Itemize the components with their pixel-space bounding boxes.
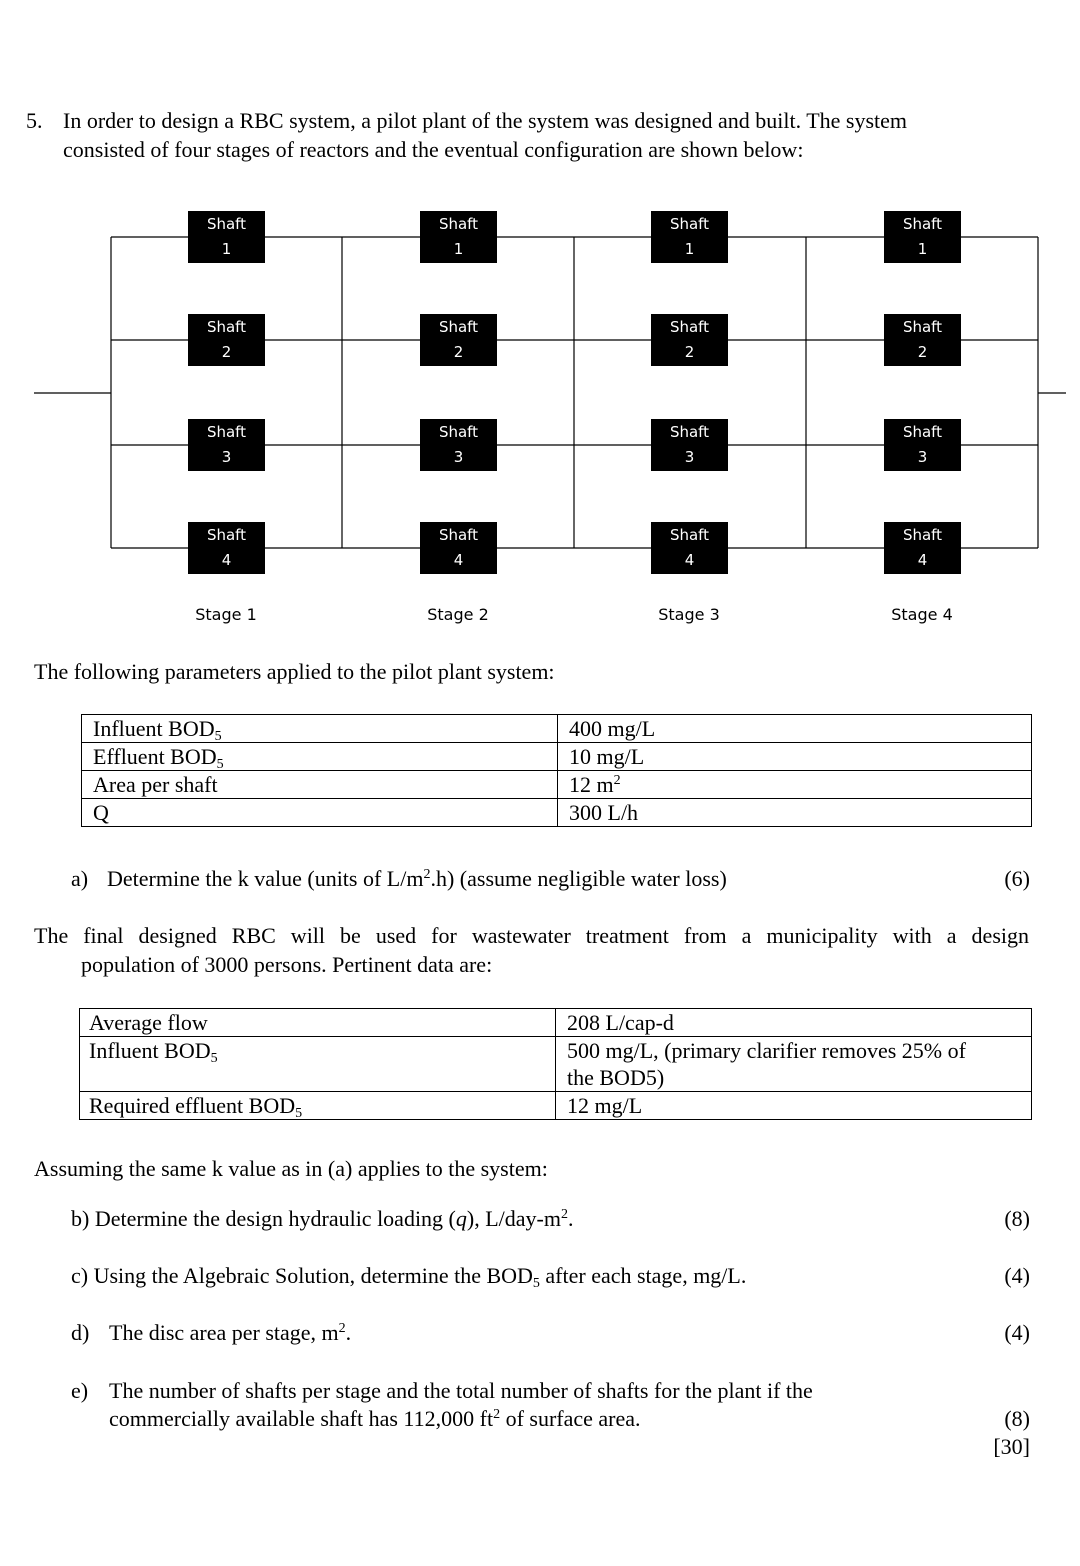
shaft-word: Shaft — [438, 423, 479, 441]
shaft-word: Shaft — [902, 215, 943, 233]
question-number: 5. — [26, 108, 43, 133]
part-c-marks: (4) — [1004, 1263, 1030, 1288]
param-label: Effluent $BOD_5$ — [82, 743, 558, 771]
part-d-marks: (4) — [1004, 1320, 1030, 1345]
shaft-number: 2 — [453, 343, 464, 361]
shaft-word: Shaft — [902, 423, 943, 441]
table-row — [80, 1037, 1032, 1092]
shaft-word: Shaft — [669, 318, 710, 336]
shaft-number: 2 — [684, 343, 695, 361]
part-a-marks: (6) — [1004, 866, 1030, 891]
shaft-number: 3 — [684, 448, 695, 466]
part-d-text: The disc area per stage, $m^2$. — [109, 1320, 352, 1345]
table-row — [80, 1009, 1032, 1037]
stage-3-shaft-2 — [651, 314, 728, 366]
stage-1-shaft-4 — [188, 522, 265, 574]
shaft-number: 1 — [453, 240, 464, 258]
shaft-word: Shaft — [438, 318, 479, 336]
shaft-number: 4 — [684, 551, 695, 569]
param-value: 400 mg/L — [558, 715, 1032, 743]
part-e-line-1: The number of shafts per stage and the total number of shafts for the plant if the — [109, 1378, 813, 1403]
part-a-text: Determine the k value (units of $L/m^2.h$) (assume negligible water loss) — [107, 866, 727, 891]
pilot-parameters-table — [81, 714, 1032, 827]
shaft-number: 4 — [917, 551, 928, 569]
param-label: Q — [82, 799, 558, 827]
shaft-number: 1 — [917, 240, 928, 258]
shaft-word: Shaft — [669, 526, 710, 544]
shaft-word: Shaft — [669, 215, 710, 233]
design-label: Influent $BOD_5$ — [80, 1037, 556, 1092]
design-value: 208 L/cap-d — [556, 1009, 1032, 1037]
design-intro-line-1: The final designed RBC will be used for wastewater treatment from a municipality with a design — [34, 923, 1029, 948]
stage-4-shaft-4 — [884, 522, 961, 574]
shaft-number: 4 — [453, 551, 464, 569]
part-c-text: c) Using the Algebraic Solution, determine the $BOD_5$ after each stage, mg/L. — [71, 1263, 747, 1291]
question-intro-line-2: consisted of four stages of reactors and the eventual configuration are shown below: — [63, 137, 804, 162]
total-marks: [30] — [993, 1434, 1030, 1459]
part-e-marks: (8) — [1004, 1406, 1030, 1431]
stage-1-shaft-3 — [188, 419, 265, 471]
param-label: Area per shaft — [82, 771, 558, 799]
stage-label-1: Stage 1 — [195, 605, 257, 624]
shaft-number: 3 — [221, 448, 232, 466]
param-value: 10 mg/L — [558, 743, 1032, 771]
table-row — [82, 799, 1032, 827]
shaft-number: 3 — [453, 448, 464, 466]
table-row — [82, 771, 1032, 799]
stage-2-shaft-1 — [420, 211, 497, 263]
part-d-label: d) — [71, 1320, 90, 1345]
part-b-marks: (8) — [1004, 1206, 1030, 1231]
shaft-word: Shaft — [438, 526, 479, 544]
shaft-word: Shaft — [438, 215, 479, 233]
design-intro-line-2: population of 3000 persons. Pertinent data are: — [81, 952, 493, 977]
assumption-text: Assuming the same k value as in (a) applies to the system: — [34, 1156, 548, 1181]
stage-4-shaft-2 — [884, 314, 961, 366]
stage-4-shaft-1 — [884, 211, 961, 263]
stage-3-shaft-4 — [651, 522, 728, 574]
table-row — [80, 1092, 1032, 1120]
stage-label-2: Stage 2 — [427, 605, 489, 624]
table-row — [82, 743, 1032, 771]
part-b-text: b) Determine the design hydraulic loading (q), $L/day-m^2$. — [71, 1206, 574, 1231]
stage-label-4: Stage 4 — [891, 605, 953, 624]
design-label: Required effluent $BOD_5$ — [80, 1092, 556, 1120]
stage-label-3: Stage 3 — [658, 605, 720, 624]
stage-3-shaft-1 — [651, 211, 728, 263]
design-value: 12 mg/L — [556, 1092, 1032, 1120]
part-e-label: e) — [71, 1378, 89, 1403]
shaft-number: 2 — [917, 343, 928, 361]
table-row — [82, 715, 1032, 743]
stage-3-shaft-3 — [651, 419, 728, 471]
design-data-table — [79, 1008, 1032, 1120]
stage-2-shaft-2 — [420, 314, 497, 366]
shaft-word: Shaft — [669, 423, 710, 441]
stage-2-shaft-4 — [420, 522, 497, 574]
shaft-word: Shaft — [206, 423, 247, 441]
shaft-number: 2 — [221, 343, 232, 361]
shaft-word: Shaft — [902, 318, 943, 336]
stage-2-shaft-3 — [420, 419, 497, 471]
shaft-number: 3 — [917, 448, 928, 466]
shaft-word: Shaft — [206, 318, 247, 336]
design-value: 500 mg/L, (primary clarifier removes 25% of the BOD5) — [556, 1037, 1032, 1092]
stage-1-shaft-2 — [188, 314, 265, 366]
design-label: Average flow — [80, 1009, 556, 1037]
param-value: 12 $m^2$ — [558, 771, 1032, 799]
shaft-word: Shaft — [206, 526, 247, 544]
stage-1-shaft-1 — [188, 211, 265, 263]
stage-4-shaft-3 — [884, 419, 961, 471]
param-value: 300 L/h — [558, 799, 1032, 827]
shaft-number: 1 — [684, 240, 695, 258]
shaft-number: 4 — [221, 551, 232, 569]
shaft-word: Shaft — [902, 526, 943, 544]
part-a-label: a) — [71, 866, 89, 891]
shaft-number: 1 — [221, 240, 232, 258]
part-e-line-2: commercially available shaft has 112,000 $ft^2$ of surface area. — [109, 1406, 641, 1431]
rbc-configuration-diagram — [0, 195, 1080, 635]
pilot-intro: The following parameters applied to the pilot plant system: — [34, 659, 555, 684]
shaft-word: Shaft — [206, 215, 247, 233]
question-intro-line-1: In order to design a RBC system, a pilot plant of the system was designed and built. The system — [63, 108, 908, 133]
param-label: Influent $BOD_5$ — [82, 715, 558, 743]
